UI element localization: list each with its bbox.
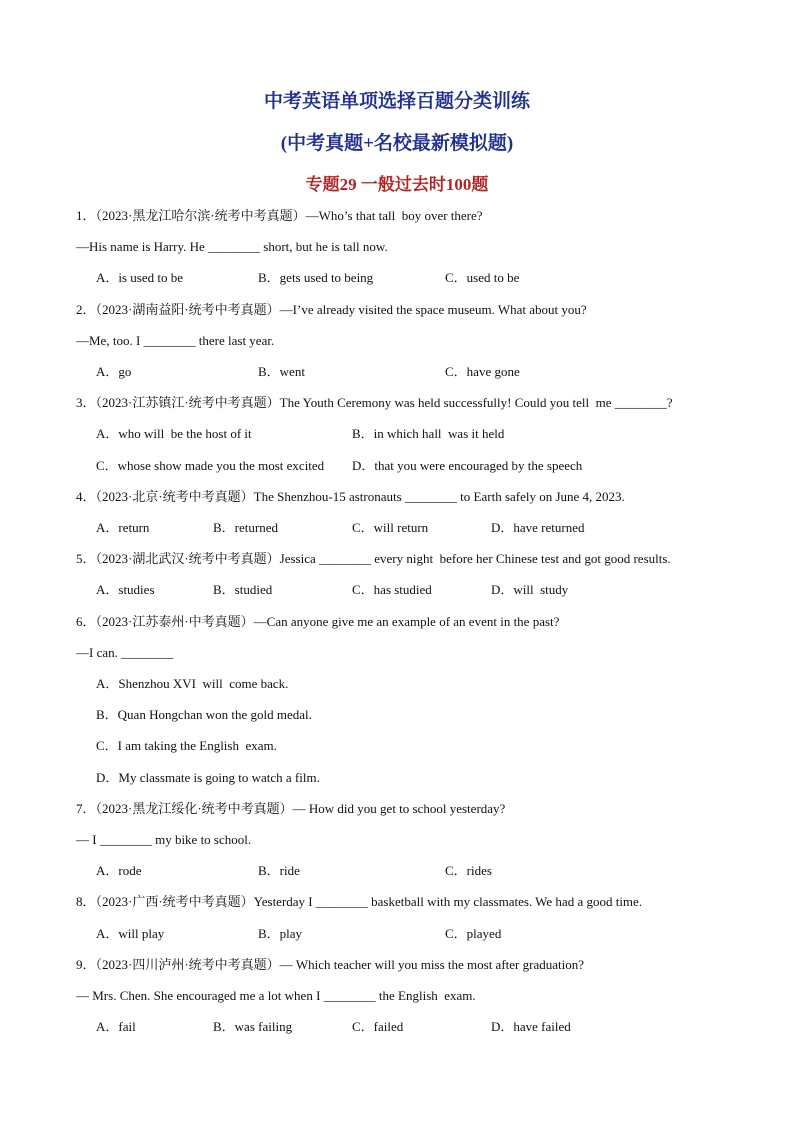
question-4-option-c: C．will return xyxy=(352,520,429,535)
question-8-stem: 8．（2023·广西·统考中考真题）Yesterday I ________ basketball with my classmates. We had a good time. xyxy=(76,894,643,909)
question-3-option-a: A．who will be the host of it xyxy=(96,426,252,441)
question-5-stem: 5．（2023·湖北武汉·统考中考真题）Jessica ________ every night before her Chinese test and got good results. xyxy=(76,551,671,566)
question-6-option-b: B．Quan Hongchan won the gold medal. xyxy=(96,707,312,722)
document-title: 中考英语单项选择百题分类训练 xyxy=(263,91,530,112)
question-9-stem: 9．（2023·四川泸州·统考中考真题）— Which teacher will you miss the most after graduation? xyxy=(76,957,584,972)
question-3-option-d: D．that you were encouraged by the speech xyxy=(352,458,583,473)
question-9-option-c: C．failed xyxy=(352,1019,404,1034)
question-7-stem: 7．（2023·黑龙江绥化·统考中考真题）— How did you get to school yesterday? xyxy=(76,801,506,816)
question-1-option-a: A．is used to be xyxy=(96,270,184,285)
question-4-option-b: B．returned xyxy=(213,520,278,535)
question-3-option-b: B．in which hall was it held xyxy=(352,426,505,441)
question-6-option-c: C．I am taking the English exam. xyxy=(96,738,277,753)
question-8-option-b: B．play xyxy=(258,926,303,941)
question-4-option-d: D．have returned xyxy=(491,520,585,535)
question-7-option-a: A．rode xyxy=(96,863,142,878)
question-9-option-d: D．have failed xyxy=(491,1019,571,1034)
question-1-stem: 1．（2023·黑龙江哈尔滨·统考中考真题）—Who’s that tall boy over there? xyxy=(76,208,483,223)
question-4-option-a: A．return xyxy=(96,520,150,535)
question-2-stem-line2: —Me, too. I ________ there last year. xyxy=(76,333,275,348)
question-7-stem-line2: — I ________ my bike to school. xyxy=(76,832,252,847)
question-8-option-a: A．will play xyxy=(96,926,165,941)
question-3-stem: 3．（2023·江苏镇江·统考中考真题）The Youth Ceremony was held successfully! Could you tell me ________? xyxy=(76,395,673,410)
question-7-option-b: B．ride xyxy=(258,863,300,878)
question-2-option-a: A．go xyxy=(96,364,132,379)
question-2-stem: 2．（2023·湖南益阳·统考中考真题）—I’ve already visited the space museum. What about you? xyxy=(76,302,587,317)
question-9-stem-line2: — Mrs. Chen. She encouraged me a lot when I ________ the English exam. xyxy=(76,988,476,1003)
question-1-option-b: B．gets used to being xyxy=(258,270,374,285)
question-5-option-a: A．studies xyxy=(96,582,155,597)
question-5-option-b: B．studied xyxy=(213,582,273,597)
question-3-option-c: C．whose show made you the most excited xyxy=(96,458,325,473)
question-1-stem-line2: —His name is Harry. He ________ short, but he is tall now. xyxy=(76,239,388,254)
question-5-option-c: C．has studied xyxy=(352,582,432,597)
question-9-option-a: A．fail xyxy=(96,1019,136,1034)
question-1-option-c: C．used to be xyxy=(445,270,520,285)
topic-heading: 专题29 一般过去时100题 xyxy=(305,175,489,194)
question-6-stem-line2: —I can. ________ xyxy=(76,645,174,660)
question-2-option-b: B．went xyxy=(258,364,305,379)
question-6-option-a: A．Shenzhou XVI will come back. xyxy=(96,676,289,691)
question-8-option-c: C．played xyxy=(445,926,502,941)
document-subtitle: (中考真题+名校最新模拟题) xyxy=(280,133,514,154)
question-4-stem: 4．（2023·北京·统考中考真题）The Shenzhou-15 astronauts ________ to Earth safely on June 4, 2023. xyxy=(76,489,625,504)
question-6-stem: 6．（2023·江苏泰州·中考真题）—Can anyone give me an example of an event in the past? xyxy=(76,614,560,629)
question-6-option-d: D．My classmate is going to watch a film. xyxy=(96,770,320,785)
question-5-option-d: D．will study xyxy=(491,582,569,597)
question-9-option-b: B．was failing xyxy=(213,1019,293,1034)
question-2-option-c: C．have gone xyxy=(445,364,520,379)
question-7-option-c: C．rides xyxy=(445,863,492,878)
